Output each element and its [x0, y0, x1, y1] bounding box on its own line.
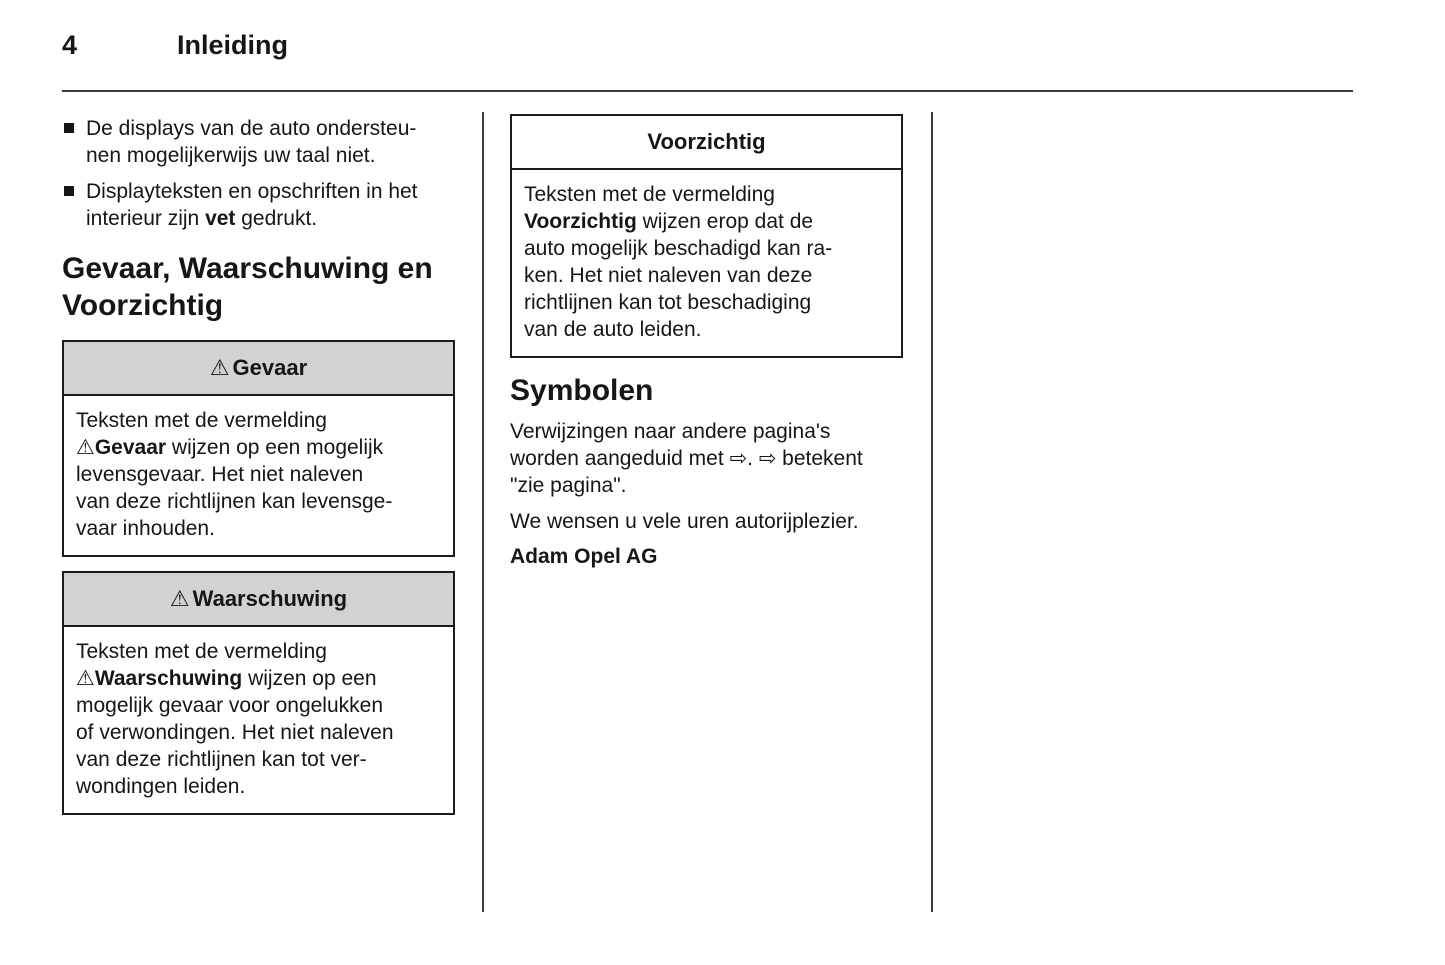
column-separator-right	[931, 112, 933, 912]
warning-triangle-icon: ⚠	[169, 586, 190, 611]
section-heading: Gevaar, Waarschuwing en Voorzichtig	[62, 252, 433, 322]
bullet-square-icon	[64, 123, 74, 133]
caution-box-header	[512, 116, 901, 170]
left-column	[62, 112, 455, 912]
page-title: Inleiding	[177, 30, 288, 60]
closing-line: We wensen u vele uren autorijplezier.	[510, 510, 859, 533]
warning-triangle-icon: ⚠	[209, 355, 230, 380]
caution-box-body: Teksten met de vermelding Voorzichtig wijzen erop dat de auto mogelijk beschadigd kan ra- ken. Het niet naleven van deze richtlijnen kan tot beschadiging van de auto leiden.	[524, 183, 833, 341]
danger-box-title: Gevaar	[232, 355, 308, 380]
caution-box	[510, 114, 903, 358]
danger-box	[62, 340, 455, 557]
right-column	[960, 112, 1353, 912]
warning-box-body: Teksten met de vermelding ⚠Waarschuwing wijzen op een mogelijk gevaar voor ongelukken of verwondingen. Het niet naleven van deze richtlijnen kan tot ver- wondingen leiden.	[76, 640, 394, 798]
signature: Adam Opel AG	[510, 545, 658, 568]
danger-box-header	[64, 342, 453, 396]
symbols-heading: Symbolen	[510, 374, 654, 407]
header-rule	[62, 90, 1353, 92]
warning-box-header	[64, 573, 453, 627]
list-item	[62, 115, 416, 169]
bullet-text: Displayteksten en opschriften in het interieur zijn vet gedrukt.	[86, 180, 418, 230]
warning-box	[62, 571, 455, 815]
middle-column	[510, 112, 903, 912]
warning-box-title: Waarschuwing	[192, 586, 348, 611]
bullet-text: De displays van de auto ondersteu- nen mogelijkerwijs uw taal niet.	[86, 117, 417, 167]
bullet-square-icon	[64, 186, 74, 196]
page-number: 4	[62, 30, 78, 60]
list-item	[62, 178, 418, 232]
caution-box-title: Voorzichtig	[647, 129, 766, 154]
column-separator-left	[482, 112, 484, 912]
symbols-paragraph: Verwijzingen naar andere pagina's worden aangeduid met ⇨. ⇨ betekent "zie pagina".	[510, 420, 863, 497]
danger-box-body: Teksten met de vermelding ⚠Gevaar wijzen op een mogelijk levensgevaar. Het niet naleven van deze richtlijnen kan levensge- vaar inhouden.	[76, 409, 393, 540]
